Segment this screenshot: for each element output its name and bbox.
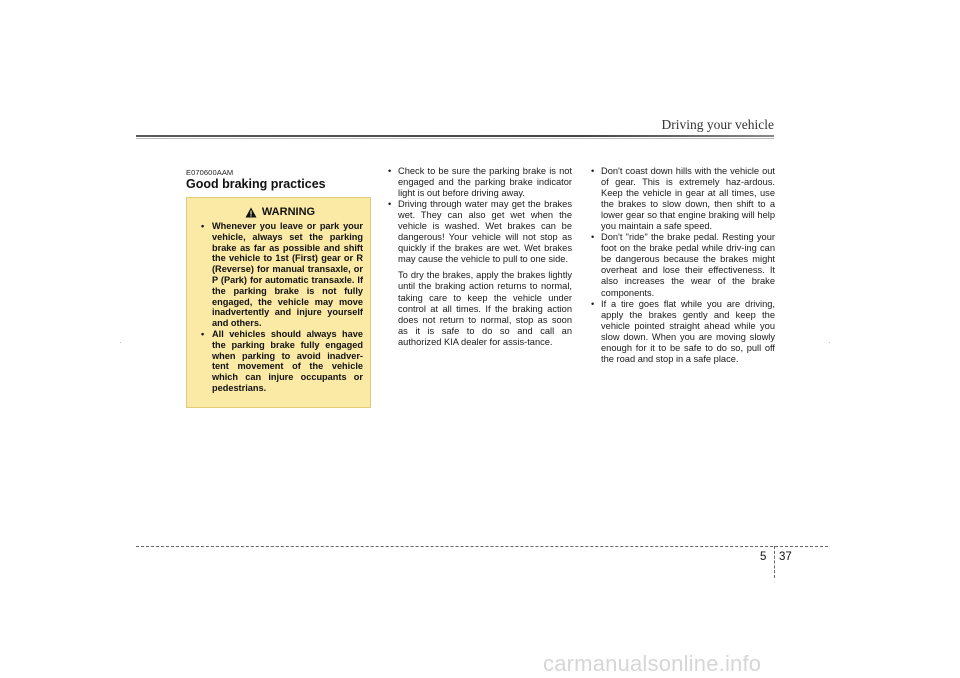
- footer-divider: [774, 546, 775, 578]
- text-column-3: [589, 166, 775, 365]
- header-rule: [136, 135, 774, 137]
- warning-list: [197, 221, 363, 394]
- header-rule-thin: [136, 138, 774, 139]
- edge-mark: [120, 342, 121, 343]
- page-header-title: Driving your vehicle: [661, 117, 774, 132]
- footer-rule: [136, 546, 828, 547]
- list-item: • Check to be sure the parking brake is not engaged and the parking brake indicator light is out before driving away.: [386, 166, 572, 199]
- watermark: carmanualsonline.info: [543, 651, 762, 676]
- warning-header: [197, 206, 363, 218]
- warning-item: • All vehicles should always have the parking brake fully engaged when parking to avoid inadver-tent movement of the vehicle which can injure occupants or pedestrians.: [197, 329, 363, 394]
- warning-title: WARNING: [261, 206, 316, 218]
- list-item: • Don't coast down hills with the vehicle out of gear. This is extremely haz-ardous. Keep the vehicle in gear at all times, use the brakes to slow down, then shift to a lower gear so that engine braking will help you maintain a safe speed.: [589, 166, 775, 232]
- continuation-paragraph: To dry the brakes, apply the brakes lightly until the braking action returns to normal, taking care to keep the vehicle under control at all times. If the braking action does not return to normal, stop as soon as it is safe to do so and call an authorized KIA dealer for assis-tance.: [398, 270, 572, 347]
- list-item: • Don't "ride" the brake pedal. Resting your foot on the brake pedal while driv-ing can be dangerous because the brakes might overheat and lose their effectiveness. It also increases the wear of the brake components.: [589, 232, 775, 298]
- warning-box: [186, 197, 371, 408]
- text-column-2: [386, 166, 572, 348]
- warning-triangle-icon: [245, 207, 257, 218]
- list-item: • If a tire goes flat while you are driving, apply the brakes gently and keep the vehicle pointed straight ahead while you slow down. When you are moving slowly enough for it to be safe to do so, pull off the road and stop in a safe place.: [589, 299, 775, 365]
- section-title: Good braking practices: [186, 177, 326, 191]
- list-item: • Driving through water may get the brakes wet. They can also get wet when the vehicle is washed. Wet brakes can be dangerous! Your vehicle will not stop as quickly if the brakes are wet. Wet brakes may cause the vehicle to pull to one side.: [386, 199, 572, 265]
- section-code: E070600AAM: [186, 168, 234, 177]
- page-number: 37: [779, 551, 792, 563]
- edge-mark: [829, 342, 830, 343]
- warning-item: • Whenever you leave or park your vehicle, always set the parking brake as far as possible and shift the vehicle to 1st (First) gear or R (Reverse) for manual transaxle, or P (Park) for automatic transaxle. If the parking brake is not fully engaged, the vehicle may move inadvertently and injure yourself and others.: [197, 221, 363, 329]
- chapter-number: 5: [760, 551, 767, 563]
